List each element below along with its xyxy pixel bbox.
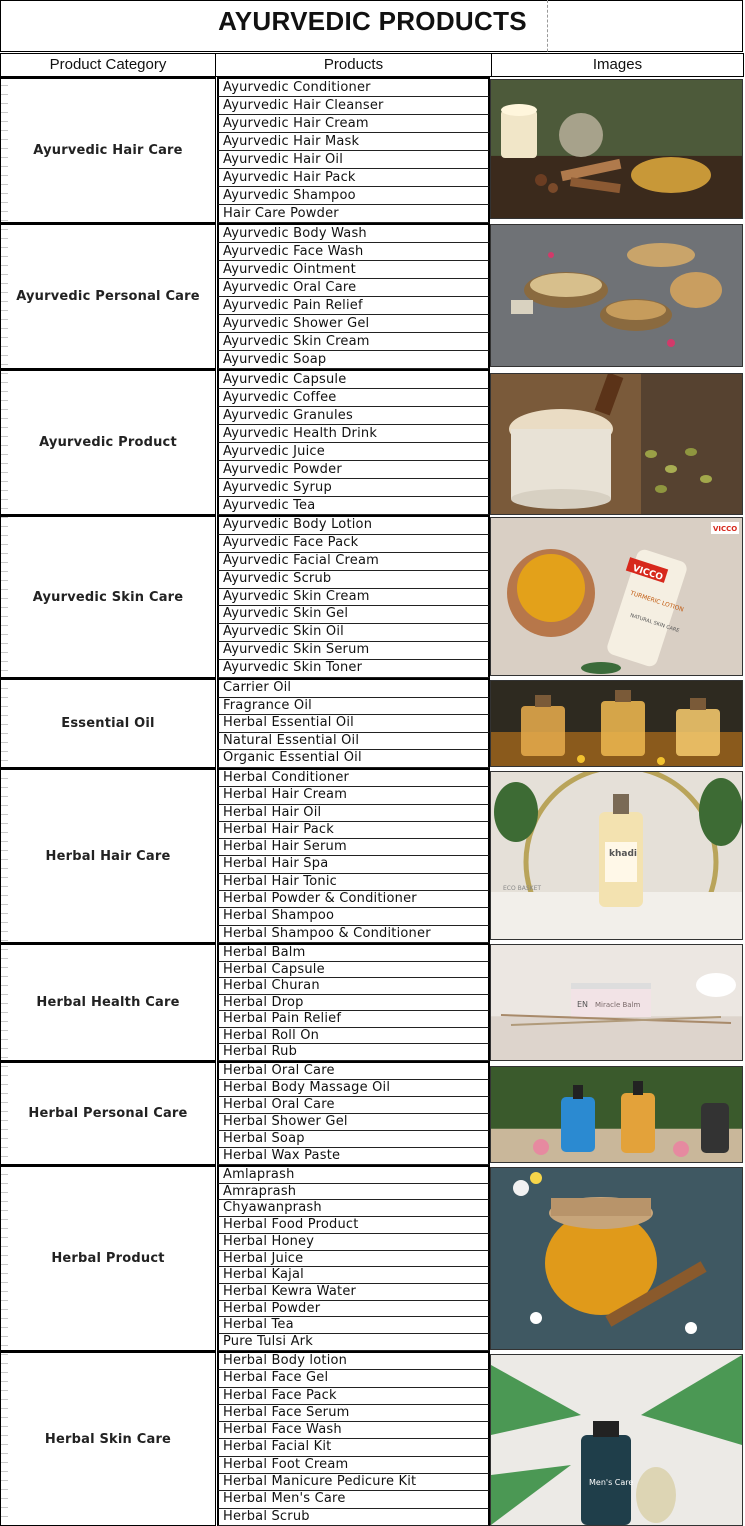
product-cell[interactable]: Herbal Scrub xyxy=(217,1509,490,1526)
herbs-spices-candle-photo xyxy=(491,80,742,218)
product-cell[interactable]: Amraprash xyxy=(217,1184,490,1201)
category-cell[interactable] xyxy=(0,515,216,678)
product-cell[interactable]: Herbal Pain Relief xyxy=(217,1011,490,1028)
product-cell[interactable]: Herbal Wax Paste xyxy=(217,1148,490,1165)
page-title: AYURVEDIC PRODUCTS xyxy=(218,6,527,36)
product-cell[interactable]: Ayurvedic Syrup xyxy=(217,479,490,497)
category-cell[interactable] xyxy=(0,223,216,369)
product-cell[interactable]: Ayurvedic Scrub xyxy=(217,571,490,589)
product-cell[interactable]: Herbal Foot Cream xyxy=(217,1457,490,1474)
product-cell[interactable]: Ayurvedic Face Wash xyxy=(217,243,490,261)
product-cell[interactable]: Herbal Juice xyxy=(217,1251,490,1268)
category-label: Essential Oil xyxy=(61,716,155,731)
product-image[interactable] xyxy=(490,517,743,676)
product-cell[interactable]: Herbal Facial Kit xyxy=(217,1439,490,1456)
product-cell[interactable]: Ayurvedic Juice xyxy=(217,443,490,461)
product-cell[interactable]: Herbal Roll On xyxy=(217,1028,490,1045)
product-cell[interactable]: Herbal Soap xyxy=(217,1131,490,1148)
product-cell[interactable]: Herbal Face Serum xyxy=(217,1405,490,1422)
mens-care-bottle-photo xyxy=(491,1355,742,1525)
cardamom-coffee-photo xyxy=(491,374,742,514)
product-cell[interactable]: Herbal Men's Care xyxy=(217,1491,490,1508)
product-cell[interactable]: Ayurvedic Shower Gel xyxy=(217,315,490,333)
product-cell[interactable]: Herbal Balm xyxy=(217,945,490,962)
header-category[interactable]: Product Category xyxy=(0,53,216,77)
product-cell[interactable]: Ayurvedic Hair Oil xyxy=(217,151,490,169)
product-cell[interactable]: Herbal Honey xyxy=(217,1234,490,1251)
product-cell[interactable]: Amlaprash xyxy=(217,1167,490,1184)
category-label: Ayurvedic Personal Care xyxy=(16,289,200,304)
product-cell[interactable]: Herbal Conditioner xyxy=(217,770,490,787)
product-list xyxy=(217,1061,490,1165)
product-list xyxy=(217,369,490,515)
category-label: Ayurvedic Skin Care xyxy=(32,589,184,605)
svg-text:Miracle Balm: Miracle Balm xyxy=(595,1001,641,1009)
product-cell[interactable]: Ayurvedic Hair Cleanser xyxy=(217,97,490,115)
product-cell[interactable]: Herbal Manicure Pedicure Kit xyxy=(217,1474,490,1491)
category-cell[interactable] xyxy=(0,1351,216,1526)
product-list xyxy=(217,943,490,1061)
product-cell[interactable]: Herbal Essential Oil xyxy=(217,715,490,733)
powder-bowls-photo xyxy=(491,225,742,366)
product-cell[interactable]: Herbal Face Wash xyxy=(217,1422,490,1439)
product-list xyxy=(217,77,490,223)
product-cell[interactable]: Ayurvedic Shampoo xyxy=(217,187,490,205)
product-cell[interactable]: Herbal Kewra Water xyxy=(217,1284,490,1301)
category-cell[interactable] xyxy=(0,943,216,1061)
category-cell[interactable] xyxy=(0,77,216,223)
honey-jar-photo xyxy=(491,1168,742,1349)
category-label: Herbal Personal Care xyxy=(28,1106,188,1121)
product-cell[interactable]: Ayurvedic Hair Pack xyxy=(217,169,490,187)
product-cell[interactable]: Herbal Face Gel xyxy=(217,1370,490,1387)
svg-text:VICCO: VICCO xyxy=(713,525,738,533)
product-cell[interactable]: Herbal Shampoo xyxy=(217,908,490,925)
product-cell[interactable]: Ayurvedic Oral Care xyxy=(217,279,490,297)
product-cell[interactable]: Ayurvedic Skin Gel xyxy=(217,606,490,624)
essential-oil-bottles-photo xyxy=(491,681,742,766)
product-cell[interactable]: Ayurvedic Skin Cream xyxy=(217,589,490,607)
product-cell[interactable]: Ayurvedic Hair Mask xyxy=(217,133,490,151)
product-image[interactable] xyxy=(490,1066,743,1163)
product-cell[interactable]: Ayurvedic Skin Cream xyxy=(217,333,490,351)
product-list xyxy=(217,1165,490,1351)
category-cell[interactable] xyxy=(0,678,216,768)
product-cell[interactable]: Fragrance Oil xyxy=(217,698,490,716)
product-cell[interactable]: Ayurvedic Powder xyxy=(217,461,490,479)
category-label: Ayurvedic Hair Care xyxy=(33,143,183,158)
product-cell[interactable]: Herbal Rub xyxy=(217,1044,490,1061)
khadi-bottle-photo xyxy=(491,772,742,939)
product-cell[interactable]: Herbal Kajal xyxy=(217,1267,490,1284)
product-image[interactable] xyxy=(490,680,743,767)
product-image[interactable] xyxy=(490,771,743,940)
product-cell[interactable]: Herbal Tea xyxy=(217,1317,490,1334)
product-cell[interactable]: Ayurvedic Capsule xyxy=(217,371,490,389)
product-cell[interactable]: Herbal Drop xyxy=(217,995,490,1012)
product-cell[interactable]: Herbal Hair Oil xyxy=(217,805,490,822)
product-cell[interactable]: Ayurvedic Skin Serum xyxy=(217,642,490,660)
product-cell[interactable]: Pure Tulsi Ark xyxy=(217,1334,490,1351)
product-cell[interactable]: Herbal Powder & Conditioner xyxy=(217,891,490,908)
svg-text:khadi: khadi xyxy=(609,849,637,859)
product-cell[interactable]: Ayurvedic Ointment xyxy=(217,261,490,279)
product-cell[interactable]: Ayurvedic Granules xyxy=(217,407,490,425)
product-cell[interactable]: Herbal Powder xyxy=(217,1301,490,1318)
product-image[interactable] xyxy=(490,373,743,515)
product-cell[interactable]: Ayurvedic Soap xyxy=(217,351,490,369)
category-label: Ayurvedic Product xyxy=(39,435,177,450)
category-label: Herbal Skin Care xyxy=(44,1431,172,1447)
product-list xyxy=(217,515,490,678)
product-cell[interactable]: Herbal Churan xyxy=(217,978,490,995)
pump-bottles-photo xyxy=(491,1067,742,1162)
product-cell[interactable]: Ayurvedic Pain Relief xyxy=(217,297,490,315)
product-cell[interactable]: Ayurvedic Body Lotion xyxy=(217,517,490,535)
header-products[interactable]: Products xyxy=(215,53,492,77)
product-cell[interactable]: Herbal Face Pack xyxy=(217,1388,490,1405)
product-cell[interactable]: Ayurvedic Body Wash xyxy=(217,225,490,243)
product-list xyxy=(217,223,490,369)
product-image[interactable] xyxy=(490,224,743,367)
product-cell[interactable]: Herbal Hair Pack xyxy=(217,822,490,839)
product-cell[interactable]: Hair Care Powder xyxy=(217,205,490,223)
svg-text:Men's Care: Men's Care xyxy=(589,1478,634,1487)
product-list xyxy=(217,768,490,943)
product-cell[interactable]: Herbal Food Product xyxy=(217,1217,490,1234)
product-cell[interactable]: Herbal Hair Spa xyxy=(217,856,490,873)
header-images[interactable]: Images xyxy=(491,53,744,77)
product-image[interactable] xyxy=(490,944,743,1061)
product-cell[interactable]: Herbal Hair Serum xyxy=(217,839,490,856)
category-cell[interactable] xyxy=(0,369,216,515)
product-image[interactable] xyxy=(490,1354,743,1526)
product-cell[interactable]: Herbal Body lotion xyxy=(217,1353,490,1370)
product-cell[interactable]: Herbal Hair Tonic xyxy=(217,874,490,891)
svg-text:NATURAL SKIN CARE: NATURAL SKIN CARE xyxy=(629,612,680,635)
product-cell[interactable]: Ayurvedic Face Pack xyxy=(217,535,490,553)
category-cell[interactable] xyxy=(0,768,216,943)
product-cell[interactable]: Ayurvedic Health Drink xyxy=(217,425,490,443)
product-cell[interactable]: Ayurvedic Coffee xyxy=(217,389,490,407)
category-label: Herbal Hair Care xyxy=(45,848,171,864)
product-cell[interactable]: Herbal Body Massage Oil xyxy=(217,1080,490,1097)
product-cell[interactable]: Carrier Oil xyxy=(217,680,490,698)
product-cell[interactable]: Ayurvedic Hair Cream xyxy=(217,115,490,133)
product-cell[interactable]: Herbal Shower Gel xyxy=(217,1114,490,1131)
product-cell[interactable]: Chyawanprash xyxy=(217,1200,490,1217)
product-cell[interactable]: Ayurvedic Skin Toner xyxy=(217,660,490,678)
product-cell[interactable]: Ayurvedic Skin Oil xyxy=(217,624,490,642)
product-cell[interactable]: Organic Essential Oil xyxy=(217,750,490,768)
product-cell[interactable]: Herbal Oral Care xyxy=(217,1063,490,1080)
product-cell[interactable]: Ayurvedic Facial Cream xyxy=(217,553,490,571)
svg-text:VICCO: VICCO xyxy=(631,563,664,583)
miracle-balm-jar-photo xyxy=(491,945,742,1060)
category-cell[interactable] xyxy=(0,1165,216,1351)
product-cell[interactable]: Herbal Hair Cream xyxy=(217,787,490,804)
svg-text:ECO BASKET: ECO BASKET xyxy=(503,885,542,892)
category-label: Herbal Health Care xyxy=(36,995,180,1010)
product-image[interactable] xyxy=(490,1167,743,1350)
product-image[interactable] xyxy=(490,79,743,219)
category-label: Herbal Product xyxy=(51,1251,165,1266)
svg-text:TURMERIC LOTION: TURMERIC LOTION xyxy=(629,589,685,614)
turmeric-lotion-photo xyxy=(491,518,742,675)
product-list xyxy=(217,1351,490,1526)
product-cell[interactable]: Ayurvedic Tea xyxy=(217,497,490,515)
category-cell[interactable] xyxy=(0,1061,216,1165)
product-list xyxy=(217,678,490,768)
svg-text:EN: EN xyxy=(577,1000,589,1009)
product-cell[interactable]: Ayurvedic Conditioner xyxy=(217,79,490,97)
product-cell[interactable]: Herbal Oral Care xyxy=(217,1097,490,1114)
product-cell[interactable]: Herbal Capsule xyxy=(217,962,490,979)
product-cell[interactable]: Herbal Shampoo & Conditioner xyxy=(217,926,490,943)
product-cell[interactable]: Natural Essential Oil xyxy=(217,733,490,751)
